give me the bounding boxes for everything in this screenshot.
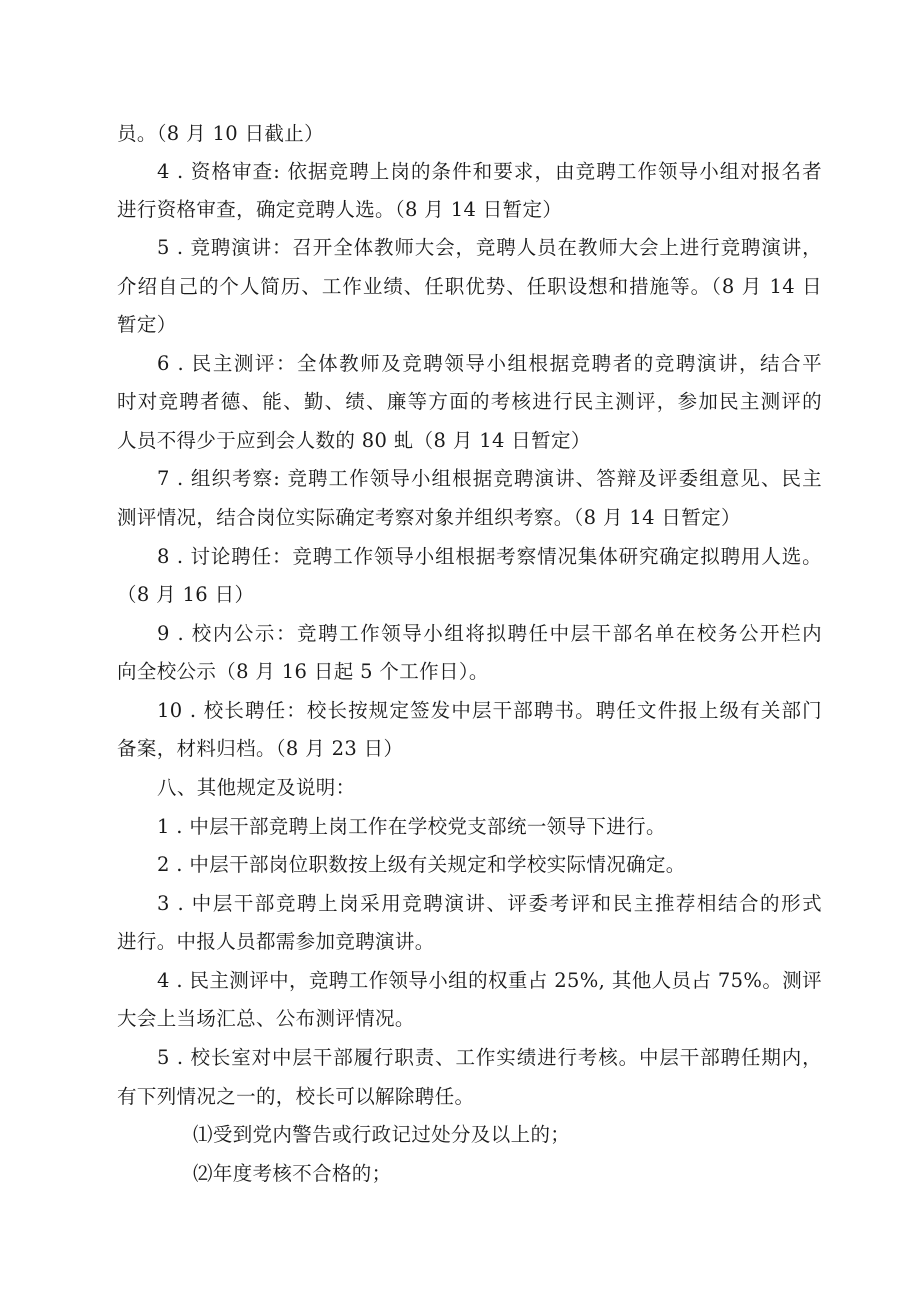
text-line: 时对竞聘者德、能、勤、绩、廉等方面的考核进行民主测评，参加民主测评的 (117, 390, 822, 413)
text-line: 5 . 竞聘演讲：召开全体教师大会，竞聘人员在教师大会上进行竞聘演讲， (157, 236, 822, 259)
text-line: 员。（8 月 10 日截止） (117, 122, 324, 145)
text-line: 有下列情况之一的，校长可以解除聘任。 (117, 1085, 475, 1108)
text-line: 介绍自己的个人简历、工作业绩、任职优势、任职设想和措施等。（8 月 14 日 (117, 275, 822, 298)
text-line: 进行资格审查，确定竞聘人选。（8 月 14 日暂定） (117, 198, 563, 221)
text-line: 10 . 校长聘任：校长按规定签发中层干部聘书。聘任文件报上级有关部门 (157, 699, 822, 722)
text-line: 8 . 讨论聘任：竞聘工作领导小组根据考察情况集体研究确定拟聘用人选。 (157, 545, 822, 568)
text-line: 大会上当场汇总、公布测评情况。 (117, 1007, 415, 1030)
text-line: 7 . 组织考察: 竞聘工作领导小组根据竞聘演讲、答辩及评委组意见、民主 (157, 467, 822, 490)
text-line: 2 . 中层干部岗位职数按上级有关规定和学校实际情况确定。 (157, 853, 686, 876)
text-line: 进行。中报人员都需参加竞聘演讲。 (117, 930, 435, 953)
section-heading: 八、其他规定及说明： (157, 776, 356, 799)
text-line: 1 . 中层干部竞聘上岗工作在学校党支部统一领导下进行。 (157, 815, 666, 838)
list-item: ⑴受到党内警告或行政记过处分及以上的； (193, 1123, 571, 1146)
text-line: 3 . 中层干部竞聘上岗采用竞聘演讲、评委考评和民主推荐相结合的形式 (157, 892, 822, 915)
text-line: 暂定） (117, 313, 177, 336)
text-line: （8 月 16 日） (117, 583, 255, 606)
text-line: 测评情况，结合岗位实际确定考察对象并组织考察。（8 月 14 日暂定） (117, 506, 741, 529)
list-item: ⑵年度考核不合格的； (193, 1162, 392, 1185)
text-line: 4 . 资格审查: 依据竞聘上岗的条件和要求，由竞聘工作领导小组对报名者 (157, 160, 822, 183)
text-line: 5 . 校长室对中层干部履行职责、工作实绩进行考核。中层干部聘任期内， (157, 1046, 822, 1069)
text-line: 人员不得少于应到会人数的 80 虬（8 月 14 日暂定） (117, 429, 591, 452)
text-line: 6 . 民主测评：全体教师及竞聘领导小组根据竞聘者的竞聘演讲，结合平 (157, 352, 822, 375)
text-line: 4 . 民主测评中，竞聘工作领导小组的权重占 25%, 其他人员占 75%。测评 (157, 969, 822, 992)
text-line: 备案，材料归档。（8 月 23 日） (117, 737, 404, 760)
text-line: 向全校公示（8 月 16 日起 5 个工作日）。 (117, 660, 489, 683)
text-line: 9 . 校内公示：竞聘工作领导小组将拟聘任中层干部名单在校务公开栏内 (157, 622, 822, 645)
